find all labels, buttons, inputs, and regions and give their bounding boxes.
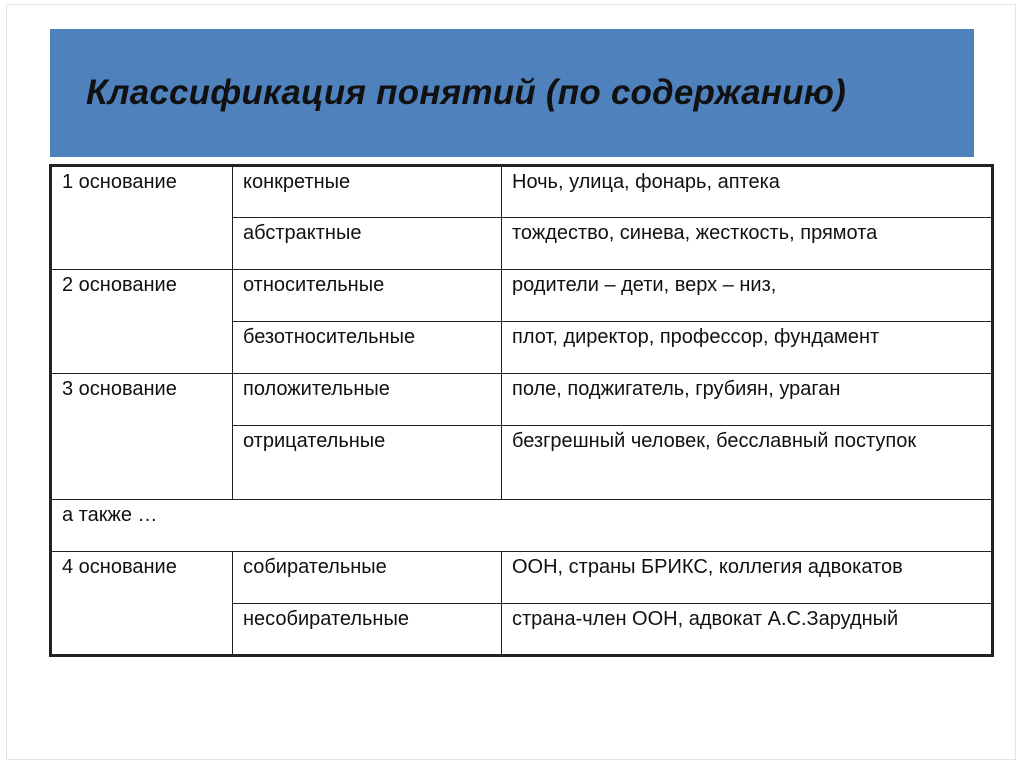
table-row — [51, 166, 993, 218]
table-row — [51, 374, 993, 426]
concept-type-cell: относительные — [233, 270, 502, 322]
concept-type-cell: собирательные — [233, 552, 502, 604]
basis-cell: 1 основание — [51, 166, 233, 270]
slide-title: Классификация понятий (по содержанию) — [86, 73, 846, 112]
examples-cell: ООН, страны БРИКС, коллегия адвокатов — [502, 552, 993, 604]
concept-type-cell: конкретные — [233, 166, 502, 218]
examples-cell: безгрешный человек, бесславный поступок — [502, 426, 993, 500]
examples-cell: плот, директор, профессор, фундамент — [502, 322, 993, 374]
table-row — [51, 552, 993, 604]
examples-cell: страна-член ООН, адвокат А.С.Зарудный — [502, 604, 993, 656]
examples-cell: поле, поджигатель, грубиян, ураган — [502, 374, 993, 426]
table-row — [51, 270, 993, 322]
examples-cell: родители – дети, верх – низ, — [502, 270, 993, 322]
concept-type-cell: безотносительные — [233, 322, 502, 374]
basis-cell: 2 основание — [51, 270, 233, 374]
classification-table — [49, 164, 994, 657]
basis-cell: 3 основание — [51, 374, 233, 500]
concept-type-cell: несобирательные — [233, 604, 502, 656]
concept-type-cell: абстрактные — [233, 218, 502, 270]
table-row — [51, 500, 993, 552]
basis-cell: 4 основание — [51, 552, 233, 656]
concept-type-cell: положительные — [233, 374, 502, 426]
examples-cell: Ночь, улица, фонарь, аптека — [502, 166, 993, 218]
examples-cell: тождество, синева, жесткость, прямота — [502, 218, 993, 270]
note-cell: а также … — [51, 500, 993, 552]
title-banner — [50, 29, 974, 157]
concept-type-cell: отрицательные — [233, 426, 502, 500]
